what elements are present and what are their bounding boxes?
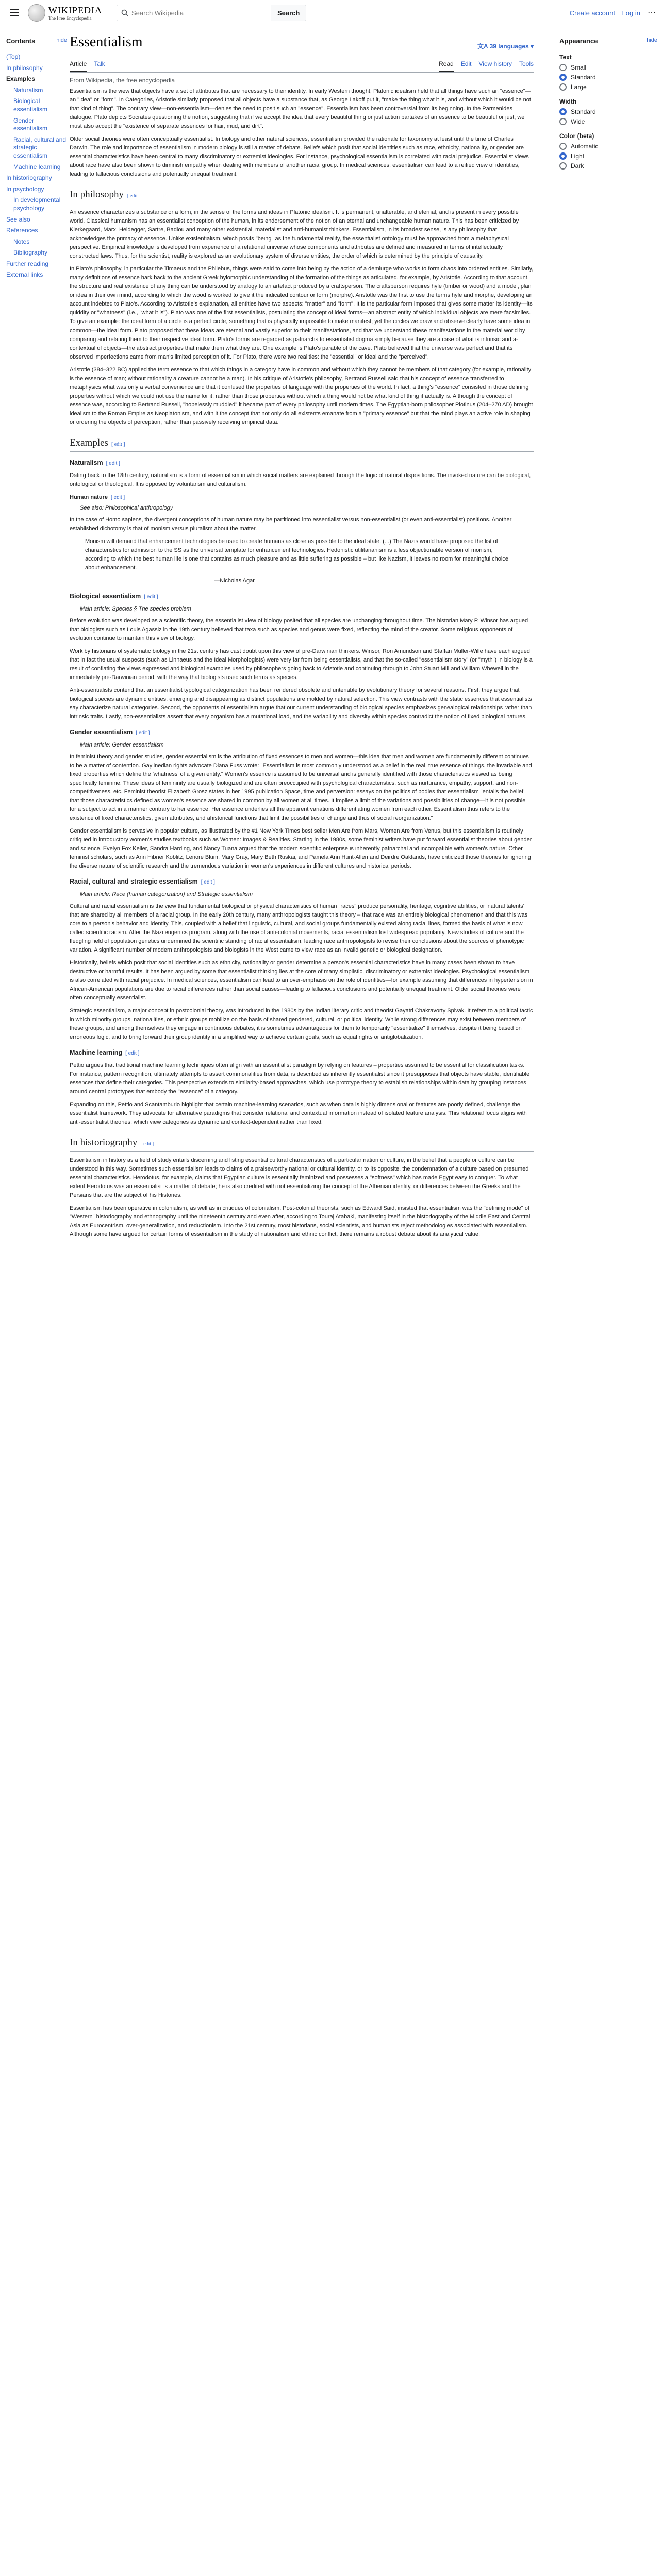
intro-paragraph: Essentialism is the view that objects have a set of attributes that are necessary to their identity. In early Western thought, Platonic idealism held that all things have such an "essence"—an "idea" or "form". In Categories, Aristotle similarly proposed that all objects have a substance that, as George Lakoff put it, "make the thing what it is, and without which it would be not that kind of thing". The contrary view—non-essentialism—denies the need to posit such an "essence". Essentialism has been controversial from its beginning. In the Parmenides dialogue, Plato depicts Socrates questioning the notion, suggesting that if we accept the idea that every beautiful thing or just action partakes of an essence to be beautiful or just, we must also accept the "existence of separate essences for hair, mud, and dirt". [70, 88, 531, 130]
radio-icon [559, 143, 567, 150]
top-header [0, 0, 662, 26]
toc-item[interactable]: Bibliography [13, 249, 48, 257]
more-options-icon[interactable]: ⋯ [648, 9, 656, 18]
subsection-heading: Biological essentialism [ edit ] [70, 592, 158, 600]
toc-item[interactable]: Naturalism [13, 86, 43, 94]
text-size-group [559, 54, 657, 91]
section-heading: Examples [ edit ] [70, 435, 534, 452]
section-paragraph: Strategic essentialism, a major concept in postcolonial theory, was introduced in the 1980s by the Indian literary critic and theorist Gayatri Chakravorty Spivak. It refers to a political tactic in which minority groups, nationalities, or ethnic groups mobilize on the basis of shared gendered, cultural, or political identity. While strong differences may exist between members of these groups, and among themselves they engage in continuous debates, it is sometimes advantageous for them to temporarily "essentialize" themselves, despite it being based on erroneous logic, and to bring forward their group identity in a simplified way to achieve certain goals, such as equal rights or antiglobalization. [70, 1008, 533, 1041]
radio-selected-icon [559, 152, 567, 160]
radio-icon [559, 83, 567, 91]
subsection-heading: Naturalism [ edit ] [70, 459, 120, 467]
toc-item[interactable]: Further reading [6, 260, 49, 267]
color-group [559, 132, 657, 170]
subsection-heading: Gender essentialism [ edit ] [70, 728, 150, 736]
toc-title: Contents [6, 37, 36, 45]
search-box [117, 5, 271, 21]
edit-section-link[interactable]: [ edit ] [110, 494, 125, 500]
text-size-standard[interactable]: Standard [559, 74, 657, 81]
toc-item[interactable]: Gender essentialism [13, 116, 48, 132]
width-group [559, 98, 657, 125]
subsection-heading: Machine learning [ edit ] [70, 1049, 140, 1057]
log-in-link[interactable]: Log in [622, 9, 640, 17]
hatnote: See also: Philosophical anthropology [80, 504, 173, 511]
search-icon [121, 9, 128, 16]
logo-tagline: The Free Encyclopedia [48, 15, 92, 21]
color-dark[interactable]: Dark [559, 162, 657, 170]
text-size-small[interactable]: Small [559, 64, 657, 71]
subsection-heading: Racial, cultural and strategic essentialism [ edit ] [70, 878, 215, 886]
edit-section-link[interactable]: [ edit ] [140, 1141, 155, 1147]
hatnote: Main article: Race (human categorization) and Strategic essentialism [80, 891, 253, 897]
width-standard[interactable]: Standard [559, 108, 657, 115]
tab-article[interactable]: Article [70, 58, 87, 72]
edit-section-link[interactable]: [ edit ] [106, 461, 120, 467]
width-wide[interactable]: Wide [559, 118, 657, 125]
languages-count: 39 languages [489, 43, 529, 50]
page-title: Essentialism [70, 34, 143, 50]
radio-selected-icon [559, 74, 567, 81]
page-title-bar [70, 26, 534, 54]
search-input[interactable] [131, 9, 267, 17]
toc-item[interactable]: References [6, 227, 38, 234]
color-automatic[interactable]: Automatic [559, 143, 657, 150]
hatnote: Main article: Gender essentialism [80, 741, 164, 748]
color-light[interactable]: Light [559, 152, 657, 160]
section-heading: In philosophy [ edit ] [70, 187, 534, 204]
section-paragraph: In the case of Homo sapiens, the divergent conceptions of human nature may be partitioned into essentialist versus non-essentialist (or even anti-essentialist) positions. Another established dichotomy is that of monism versus pluralism about the matter. [70, 517, 512, 532]
section-paragraph: Pettio argues that traditional machine learning techniques often align with an essentialist paradigm by relying on features – properties assumed to be essential for classification tasks. For instance, pattern recognition, ultimately attempts to assert commonalities from data, is described as inherently essentialist since it presupposes that objects have stable, identifiable essences that define their categories. This perspective extends to similarity-based approaches, which use prototype theory to establish relationships within data by grouping instances around central prototypes that embody the "essence" of a category. [70, 1062, 530, 1095]
edit-section-link[interactable]: [ edit ] [144, 594, 158, 600]
tab-tools[interactable]: Tools [519, 60, 534, 67]
toc-item[interactable]: In psychology [6, 185, 44, 193]
width-label: Width [559, 98, 577, 105]
section-paragraph: Essentialism in history as a field of study entails discerning and listing essential cultural characteristics of a particular nation or culture, in the belief that a people or culture can be understood in this way. Sometimes such essentialism leads to claims of a praiseworthy national or cultural identity, or to its opposite, the condemnation of a culture based on presumed essential characteristics. Herodotus, for example, claims that Egyptian culture is essentially feminized and possesses a "softness" which has made Egypt easy to conquer. To what extent Herodotus was an essentialist is a matter of debate; he is also credited with not essentializing the concept of the Athenian identity, or differences between the Greeks and the Persians that are the subject of his Histories. [70, 1157, 529, 1198]
block-quote: Monism will demand that enhancement technologies be used to create humans as close as possible to the ideal state. (...) The Nazis would have proposed the list of characteristics for admission to the SS as the universal template for enhancement technologies. Hedonistic utilitarianism is a less objectionable version of monism, according to which the best human life is one that contains as much pleasure and as little suffering as possible – but like Nazism, it leaves no room for meaningful choice about enhancement. [85, 538, 508, 571]
globe-logo-icon [28, 4, 45, 22]
page-tabs [70, 54, 534, 73]
section-paragraph: Expanding on this, Pettio and Scantamburlo highlight that certain machine-learning scenarios, such as when data is highly dimensional or features are poorly defined, challenge the essentialist framework. They advocate for alternative paradigms that consider relational and contextual information instead of isolated feature analysis. This relational focus aligns with anti-essentialist theories, which view categories as dynamic and context-dependent rather than fixed. [70, 1101, 527, 1126]
section-paragraph: In feminist theory and gender studies, gender essentialism is the attribution of fixed essences to men and women—this idea that men and women are fundamentally different continues to be a matter of contention. Gaylinedian rights advocate Diana Fuss wrote: "Essentialism is most commonly understood as a belief in the real, true essence of things, the invariable and fixed properties which define the 'whatness' of a given entity." Women's essence is assumed to be universal and is generally identified with those characteristics viewed as being specifically feminine. These ideas of femininity are usually biologized and are often preoccupied with psychological characteristics, such as nurturance, empathy, support, and non-competitiveness, etc. Feminist theorist Elizabeth Grosz states in her 1995 publication Space, time and perversion: essays on the politics of bodies that essentialism "entails the belief that those characteristics defined as women's essence are shared in common by all women at all times. It implies a limit of the variations and possibilities of change—it is not possible for a subject to act in a manner contrary to her essence. Her essence underlies all the apparent variations differentiating women from each other. Essentialism thus refers to the existence of fixed characteristics, given attributes, and ahistorical functions that limit the possibilities of change and thus of social reorganization." [70, 753, 532, 822]
toc-item[interactable]: In philosophy [6, 64, 43, 72]
appearance-hide-button[interactable]: hide [647, 37, 657, 43]
menu-bar-icon [10, 15, 19, 16]
menu-bar-icon [10, 12, 19, 13]
table-of-contents [6, 37, 67, 281]
section-paragraph: Aristotle (384–322 BC) applied the term essence to that which things in a category have in common and without which they cannot be members of that category (for example, rationality is the essence of man; without rationality a creature cannot be a man). In his critique of Aristotle's philosophy, Bertrand Russell said that his concept of essence transferred to metaphysics what was only a verbal convenience and that it confused the properties of language with the properties of the world. In fact, a thing's "essence" consisted in those defining properties without which we could not use the name for it, rather than those properties without which a thing would not be what kind of thing it actually is. Although the concept of essence was, according to Bertrand Russell, "hopelessly muddled" it became part of every philosophy until modern times. The Egyptian-born philosopher Plotinus (204–270 AD) brought idealism to the Roman Empire as Neoplatonism, and with it the concept that not only do all existents emanate from a "primary essence" but that the mind plays an active role in shaping or ordering the objects of perception, rather than passively receiving empirical data. [70, 366, 533, 426]
toc-hide-button[interactable]: hide [56, 37, 67, 43]
section-paragraph: Historically, beliefs which posit that social identities such as ethnicity, nationality or gender determine a person's essential characteristics have in many cases been shown to have destructive or harmful results. It has been argued by some that essentialist thinking lies at the core of many simplistic, discriminatory or extremist ideologies. Psychological essentialism is also correlated with racial prejudice. In medical sciences, essentialism can lead to an over-emphasis on the role of identities—for example assuming that differences in hypertension in African-American populations are due to racial differences rather than social causes—leading to fallacious conclusions and potentially unequal treatment. Older social theories were often conceptually essentialist. [70, 960, 533, 1002]
edit-section-link[interactable]: [ edit ] [136, 730, 150, 736]
section-paragraph: Work by historians of systematic biology in the 21st century has cast doubt upon this view of pre-Darwinian thinkers. Winsor, Ron Amundson and Staffan Müller-Wille have each argued that in fact the usual suspects (such as Linnaeus and the Ideal Morphologists) were very far from being essentialists, and that the so-called "essentialism story" (or "myth") in biology is a result of conflating the views expressed and biological examples used by philosophers going back to Aristotle and continuing through to John Stuart Mill and William Whewell in the immediately pre-Darwinian period, with the way that biologists used such terms as species. [70, 648, 533, 681]
toc-item[interactable]: (Top) [6, 53, 21, 60]
section-paragraph: In Plato's philosophy, in particular the Timaeus and the Philebus, things were said to come into being by the action of a demiurge who works to form chaos into ordered entities. Similarly, many definitions of essence hark back to the ancient Greek hylomorphic understanding of the formation of the things as articulated, for example, by Aristotle. According to that account, the structure and real existence of any thing can be understood by analogy to an artefact produced by a craftsperson. The craftsperson requires hyle (timber or wood) and a model, plan or idea in their own mind, according to which the wood is worked to give it the indicated contour or form (morphe). Aristotle was the first to use the terms hyle and morphe, developing an account indebted to Plato's. According to Aristotle's explanation, all entities have two aspects: "matter" and "form". It is the particular form imposed that gives some matter its identity—its quiddity or "whatness" (i.e., "what it is"). Plato was one of the first essentialists, postulating the concept of ideal forms—an abstract entity of which individual objects are mere facsimiles. To give an example: the ideal form of a circle is a perfect circle, something that is physically impossible to make manifest; yet the circles we draw and observe clearly have some idea in common—the ideal form. Plato proposed that these ideas are eternal and vastly superior to their manifestations, and that we understand these manifestations in the material world by comparing and relating them to their respective ideal form. Plato's forms are regarded as patriarchs to essentialist dogma simply because they are a case of what is intrinsic and a-contextual of objects—the abstract properties that make them what they are. One example is Plato's parable of the cave. Plato believed that the universe was perfect and that its observed imperfections came from man's limited perception of it. For Plato, there were two realities: the "essential" or ideal and the "perceived". [70, 266, 534, 360]
toc-item[interactable]: In developmental psychology [13, 196, 61, 212]
toc-item[interactable]: External links [6, 271, 43, 279]
section-paragraph: Dating back to the 18th century, naturalism is a form of essentialism in which social matters are explained through the logic of natural dispositions. The invoked nature can be biological, ontological or theological. It is opposed by voluntarism and culturalism. [70, 472, 531, 487]
section-paragraph: An essence characterizes a substance or a form, in the sense of the forms and ideas in Platonic idealism. It is permanent, unalterable, and eternal, and is present in every possible world. Classical humanism has an essentialist conception of the human, in its endorsement of the notion of an eternal and unchangeable human nature. This has been criticized by Kierkegaard, Marx, Heidegger, Sartre, Badiou and many other existential, materialist and anti-humanist thinkers. Essentialism, in its broadest sense, is any philosophy that acknowledges the primacy of essence. Unlike existentialism, which posits "being" as the fundamental reality, the essentialist ontology must be approached from a metaphysical perspective. Empirical knowledge is developed from experience of a relational universe whose components and attributes are defined and measured in terms of intellectually constructed laws. Thus, for the scientist, reality is explored as an evolutionary system of diverse entities, the order of which is determined by the principle of causality. [70, 209, 519, 260]
toc-item[interactable]: Machine learning [13, 163, 61, 171]
radio-icon [559, 162, 567, 170]
radio-icon [559, 64, 567, 71]
wikipedia-logo[interactable] [28, 4, 102, 22]
hatnote: Main article: Species § The species problem [80, 605, 191, 612]
tab-edit[interactable]: Edit [460, 60, 472, 67]
user-links [565, 9, 640, 17]
language-button[interactable]: 文A 39 languages ▾ [477, 43, 534, 50]
section-heading: In historiography [ edit ] [70, 1135, 534, 1151]
edit-section-link[interactable]: [ edit ] [125, 1050, 140, 1057]
from-wikipedia-note: From Wikipedia, the free encyclopedia [70, 77, 175, 84]
text-size-label: Text [559, 54, 572, 61]
section-paragraph: Before evolution was developed as a scientific theory, the essentialist view of biology posited that all species are unchanging throughout time. The historian Mary P. Winsor has argued that biologists such as Louis Agassiz in the 19th century believed that taxa such as species and genus were fixed, reflecting the mind of the creator. Some religious opponents of evolution continue to maintain this view of biology. [70, 617, 528, 641]
edit-section-link[interactable]: [ edit ] [201, 879, 215, 886]
text-size-large[interactable]: Large [559, 83, 657, 91]
logo-wordmark: WIKIPEDIA [48, 5, 102, 15]
main-menu-button[interactable] [6, 5, 23, 21]
search-button[interactable]: Search [271, 5, 306, 21]
radio-selected-icon [559, 108, 567, 115]
edit-section-link[interactable]: [ edit ] [127, 193, 141, 199]
menu-bar-icon [10, 9, 19, 10]
color-label: Color (beta) [559, 132, 594, 140]
toc-item[interactable]: See also [6, 215, 30, 223]
quote-citation: —Nicholas Agar [214, 578, 255, 584]
tab-talk[interactable]: Talk [94, 60, 105, 67]
appearance-panel [559, 37, 657, 177]
tab-read[interactable]: Read [439, 58, 454, 72]
section-paragraph: Anti-essentialists contend that an essentialist typological categorization has been rendered obsolete and untenable by evolutionary theory for several reasons. First, they argue that biological species are dynamic entities, emerging and disappearing as distinct populations are molded by natural selection. This view contrasts with the static essences that essentialists say characterize natural categories. Second, the opponents of essentialism argue that our current understanding of biological species emphasizes genealogical relationships rather than intrinsic traits. Lastly, non-essentialists assert that every organism has a mutational load, and the variability and diversity within species contradict the notion of fixed biological natures. [70, 687, 532, 720]
human-nature-term: Human nature [ edit ] [70, 494, 125, 500]
section-paragraph: Essentialism has been operative in colonialism, as well as in critiques of colonialism. Post-colonial theorists, such as Edward Said, insisted that essentialism was the "defining mode" of "Western" historiography and ethnography until the nineteenth century and even after, according to Touraj Atabaki, manifesting itself in the historiography of the Middle East and Central Asia as Eurocentrism, over-generalization, and reductionism. Into the 21st century, most historians, social scientists, and humanists reject methodologies associated with essentialism. Although some have argued for certain forms of essentialism in the study of nationalism and ethnic conflict, there remains a robust debate about its analytical value. [70, 1205, 531, 1238]
article-body [70, 87, 534, 1239]
toc-item[interactable]: Examples [6, 75, 36, 83]
intro-paragraph: Older social theories were often conceptually essentialist. In biology and other natural sciences, essentialism provided the rationale for taxonomy at least until the time of Charles Darwin. The role and importance of essentialism in modern biology is still a matter of debate. Beliefs which posit that social identities such as race, ethnicity, nationality, or gender are essential characteristics have been central to many discriminatory or extremist ideologies. For instance, psychological essentialism is correlated with racial prejudice. Essentialist views about race have also been shown to diminish empathy when dealing with members of another racial group. In medical sciences, essentialism can lead to a reified view of identities, leading to fallacious conclusions and potentially unequal treatment. [70, 136, 529, 178]
toc-item[interactable]: Biological essentialism [13, 97, 48, 113]
toc-item[interactable]: Racial, cultural and strategic essentialism [13, 135, 67, 159]
edit-section-link[interactable]: [ edit ] [111, 442, 125, 448]
section-paragraph: Gender essentialism is pervasive in popular culture, as illustrated by the #1 New York Times best seller Men Are from Mars, Women Are from Venus, but this essentialism is routinely critiqued in introductory women's studies textbooks such as Women: Images & Realities. Starting in the 1980s, some feminist writers have put forward essentialist theories about gender and science. Evelyn Fox Keller, Sandra Harding, and Nancy Tuana argued that the modern scientific enterprise is inherently patriarchal and incompatible with women's nature. Other feminist scholars, such as Ann Hibner Koblitz, Lenore Blum, Mary Gray, Mary Beth Ruskai, and Pamela Ann Hunt-Allen and Deirdre Oaklands, have criticized those theories for ignoring the diverse nature of scientific research and the tremendous variation in women's experiences in different cultures and historical periods. [70, 828, 532, 870]
toc-item[interactable]: In historiography [6, 174, 52, 182]
tab-view-history[interactable]: View history [478, 60, 512, 67]
create-account-link[interactable]: Create account [569, 9, 615, 17]
main-content [70, 26, 534, 1243]
radio-icon [559, 118, 567, 125]
section-paragraph: Cultural and racial essentialism is the view that fundamental biological or physical characteristics of human "races" produce personality, heritage, cognitive abilities, or 'natural talents' that are shared by all members of a racial group. In the early 20th century, many anthropologists taught this theory – that race was an entirely biological phenomenon and that this was core to a person's behavior and identity. This, coupled with a belief that linguistic, cultural, and social groups fundamentally existed along racial lines, formed the basis of what is now called scientific racism. After the Nazi eugenics program, along with the rise of anti-colonial movements, racial essentialism lost widespread popularity. New studies of culture and the fledgling field of population genetics undermined the scientific standing of racial essentialism, leading race anthropologists to revise their conclusions about the sources of phenotypic variation. A significant number of modern anthropologists and biologists in the West came to view race as an invalid genetic or biological designation. [70, 903, 528, 953]
toc-item[interactable]: Notes [13, 238, 30, 245]
appearance-title: Appearance [559, 37, 598, 45]
